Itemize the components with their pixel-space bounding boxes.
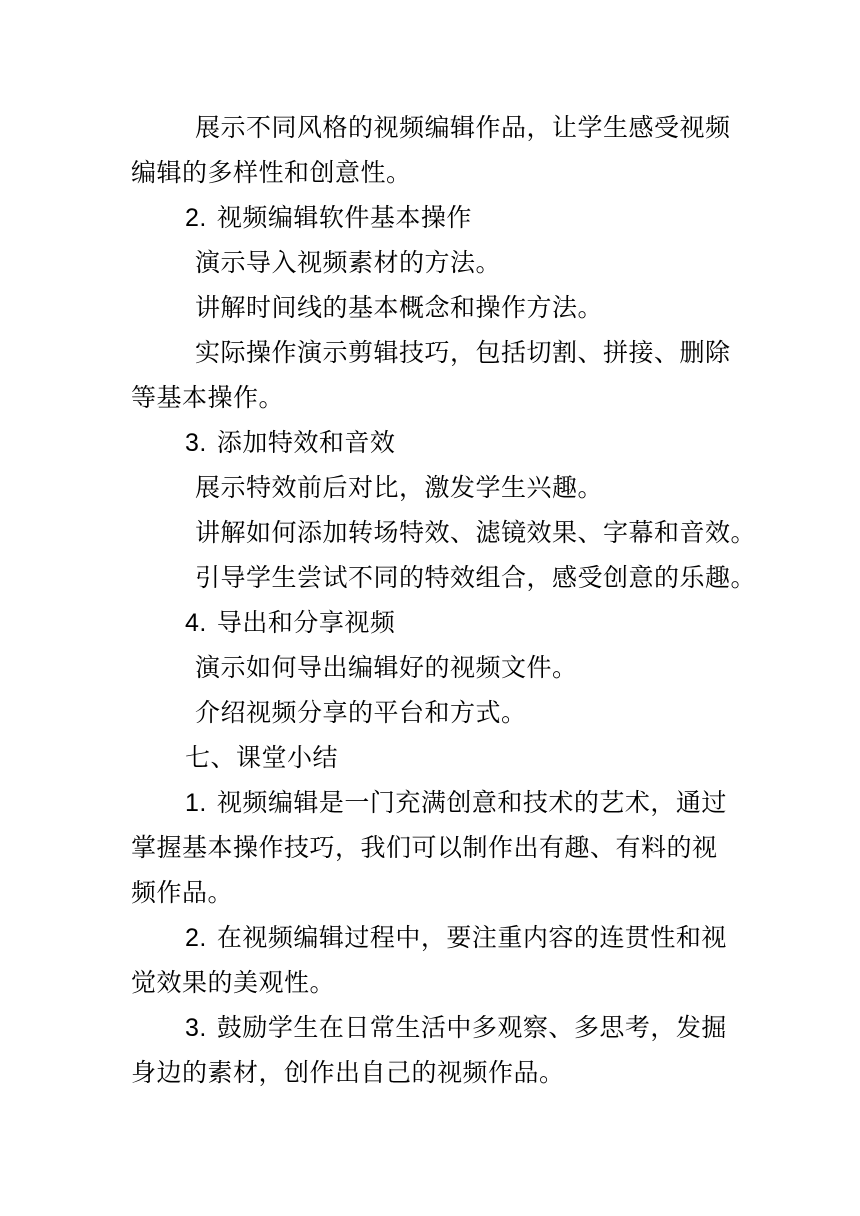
list-item: 介绍视频分享的平台和方式。 [195, 698, 527, 727]
list-number: 4. [185, 609, 207, 637]
summary-heading: 七、课堂小结 [185, 743, 339, 772]
section-heading-text: 添加特效和音效 [216, 428, 396, 457]
list-item: 演示如何导出编辑好的视频文件。 [195, 653, 578, 682]
list-number: 2. [185, 924, 207, 952]
list-item: 讲解时间线的基本概念和操作方法。 [195, 293, 604, 322]
list-number: 3. [185, 1014, 207, 1042]
summary-paragraph-line [185, 921, 727, 955]
summary-paragraph-line: 频作品。 [131, 878, 234, 907]
list-number: 3. [185, 429, 207, 457]
summary-text: 在视频编辑过程中，要注重内容的连贯性和视 [216, 923, 727, 952]
list-item: 引导学生尝试不同的特效组合，感受创意的乐趣。 [195, 563, 757, 592]
list-item: 演示导入视频素材的方法。 [195, 248, 502, 277]
list-item: 讲解如何添加转场特效、滤镜效果、字幕和音效。 [195, 518, 757, 547]
section-heading-text: 导出和分享视频 [216, 608, 396, 637]
section-heading-text: 视频编辑软件基本操作 [216, 203, 472, 232]
paragraph-line: 编辑的多样性和创意性。 [131, 158, 412, 187]
summary-paragraph-line: 觉效果的美观性。 [131, 968, 336, 997]
section-heading [185, 606, 395, 640]
list-item: 实际操作演示剪辑技巧，包括切割、拼接、删除 [195, 338, 731, 367]
paragraph-line: 展示不同风格的视频编辑作品，让学生感受视频 [195, 113, 731, 142]
summary-text: 视频编辑是一门充满创意和技术的艺术，通过 [216, 788, 727, 817]
summary-paragraph-line: 掌握基本操作技巧，我们可以制作出有趣、有料的视 [131, 833, 718, 862]
summary-paragraph-line [185, 1011, 727, 1045]
list-item-continuation: 等基本操作。 [131, 383, 285, 412]
summary-paragraph-line: 身边的素材，创作出自己的视频作品。 [131, 1058, 565, 1087]
list-number: 2. [185, 204, 207, 232]
list-number: 1. [185, 789, 207, 817]
section-heading [185, 426, 395, 460]
summary-text: 鼓励学生在日常生活中多观察、多思考，发掘 [216, 1013, 727, 1042]
summary-paragraph-line [185, 786, 727, 820]
section-heading [185, 201, 472, 235]
list-item: 展示特效前后对比，激发学生兴趣。 [195, 473, 604, 502]
